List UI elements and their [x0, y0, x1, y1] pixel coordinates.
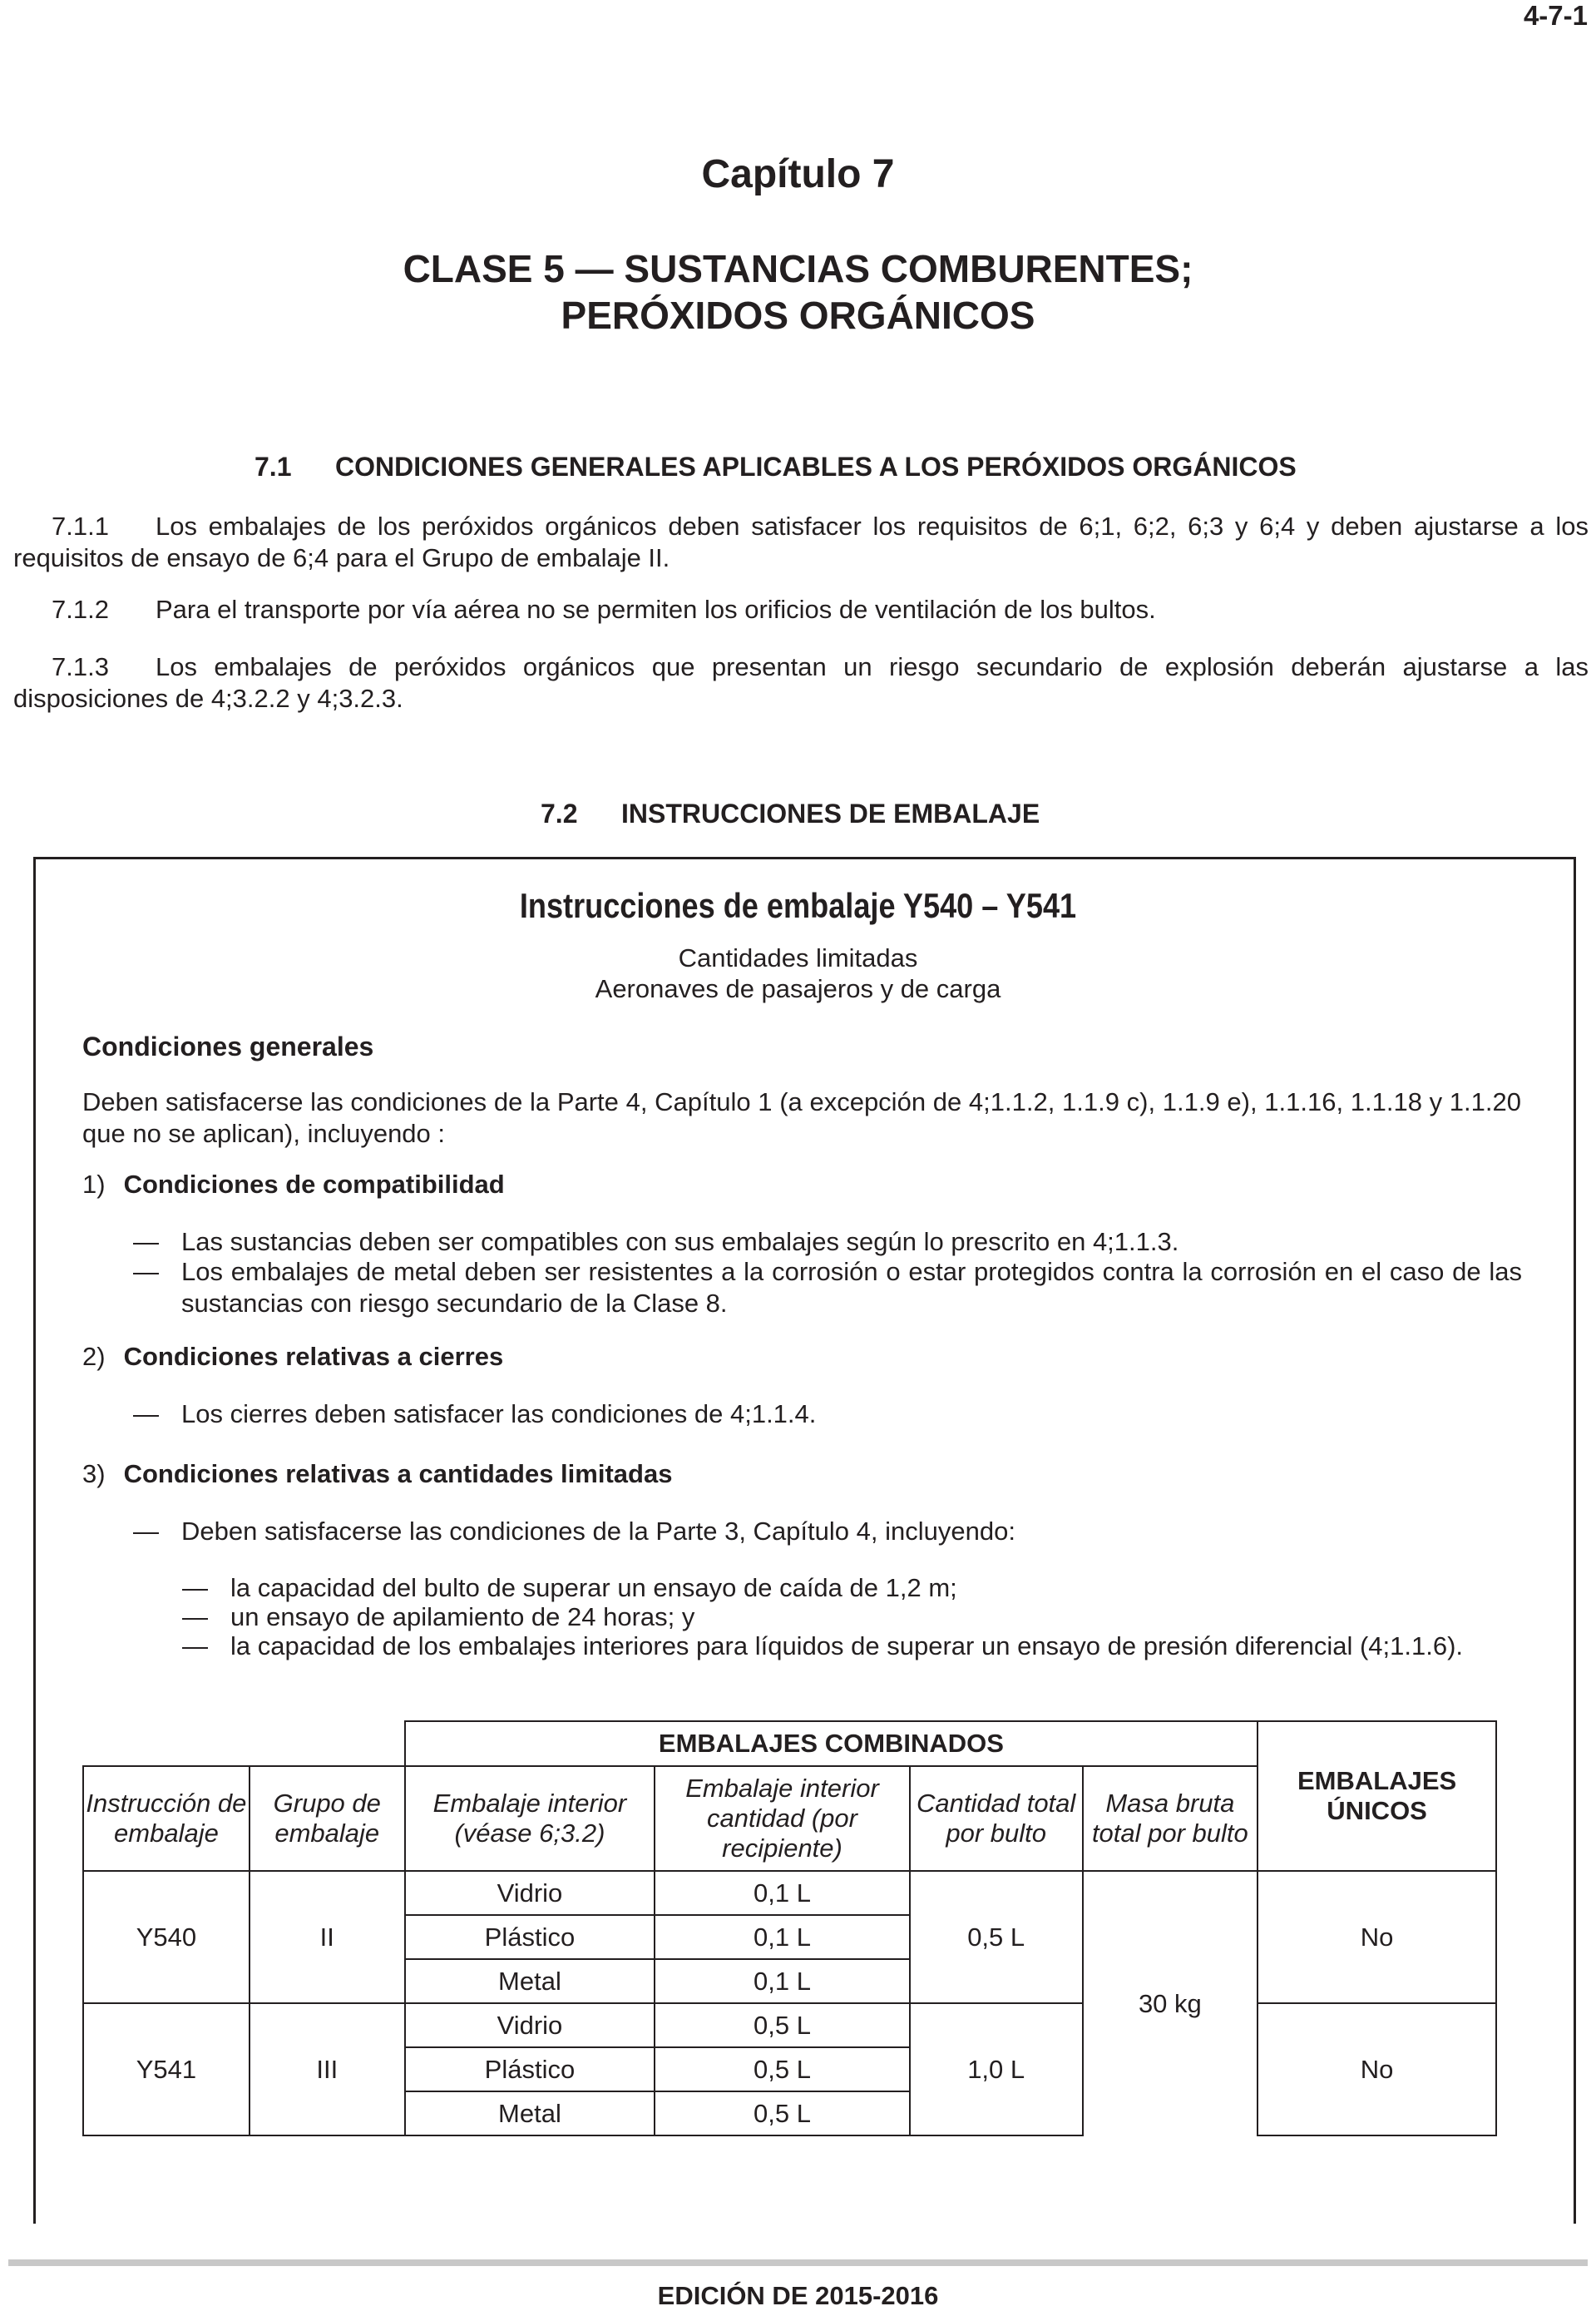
inner-material-cell: Plástico — [405, 2047, 655, 2091]
gross-mass-cell: 30 kg — [1083, 1871, 1258, 2135]
sub-bullet-item — [182, 1572, 1522, 1604]
single-packagings-cell: No — [1258, 1871, 1496, 2003]
header-inner-quantity: Embalaje interior cantidad (por recipiente) — [655, 1766, 910, 1871]
bullet-item — [133, 1256, 1522, 1319]
inner-qty-cell: 0,5 L — [655, 2091, 910, 2135]
page-number: 4-7-1 — [1523, 0, 1588, 31]
dash-marker: — — [133, 1257, 159, 1286]
section-number: 7.2 — [541, 799, 578, 829]
combined-packagings-header: EMBALAJES COMBINADOS — [405, 1721, 1258, 1766]
bullet-item — [133, 1226, 1522, 1258]
item-number: 3) — [82, 1459, 106, 1488]
table-row — [83, 2003, 1496, 2047]
header-gross-mass: Masa bruta total por bulto — [1083, 1766, 1258, 1871]
paragraph-7-1-2 — [13, 594, 1589, 626]
single-packagings-header: EMBALAJES ÚNICOS — [1258, 1721, 1496, 1871]
item-title: Condiciones relativas a cierres — [123, 1342, 504, 1371]
sub-bullet-text: la capacidad de los embalajes interiores para líquidos de superar un ensayo de presión diferencial (4;1.1.6). — [230, 1631, 1464, 1660]
single-packagings-cell: No — [1258, 2003, 1496, 2135]
header-group: Grupo de embalaje — [250, 1766, 405, 1871]
group-cell: III — [250, 2003, 405, 2135]
item-title: Condiciones relativas a cantidades limitadas — [123, 1459, 673, 1488]
general-conditions-text: Deben satisfacerse las condiciones de la Parte 4, Capítulo 1 (a excepción de 4;1.1.2, 1.1.9 c), 1.1.9 e), 1.1.16, 1.1.18 y 1.1.20 que no se aplican), incluyendo : — [82, 1087, 1521, 1148]
instruction-box-subtitle-2: Aeronaves de pasajeros y de carga — [595, 974, 1001, 1003]
edition-footer: EDICIÓN DE 2015-2016 — [657, 2281, 939, 2310]
item-number: 1) — [82, 1170, 106, 1199]
paragraph-7-1-1 — [13, 511, 1589, 574]
class-title-line1: CLASE 5 — SUSTANCIAS COMBURENTES; — [403, 247, 1193, 290]
instruction-box-subtitle-1: Cantidades limitadas — [678, 943, 918, 972]
bullet-text: Deben satisfacerse las condiciones de la Parte 3, Capítulo 4, incluyendo: — [181, 1517, 1015, 1546]
paragraph-text: Los embalajes de peróxidos orgánicos que presentan un riesgo secundario de explosión deberán ajustarse a las disposiciones de 4;3.2.2 y 4;3.2.3. — [13, 652, 1589, 713]
bullet-item — [133, 1516, 1522, 1547]
table-row — [83, 1871, 1496, 1915]
bullet-text: Los cierres deben satisfacer las condiciones de 4;1.1.4. — [181, 1399, 817, 1428]
inner-material-cell: Vidrio — [405, 1871, 655, 1915]
footer-divider — [8, 2259, 1588, 2266]
section-number: 7.1 — [254, 452, 292, 482]
inner-qty-cell: 0,1 L — [655, 1871, 910, 1915]
item-number: 2) — [82, 1342, 106, 1371]
header-total-quantity: Cantidad total por bulto — [910, 1766, 1083, 1871]
bullet-item — [133, 1398, 1522, 1430]
header-instruction: Instrucción de embalaje — [83, 1766, 250, 1871]
instruction-cell: Y540 — [83, 1871, 250, 2003]
header-inner-packaging: Embalaje interior (véase 6;3.2) — [405, 1766, 655, 1871]
condition-item-2 — [82, 1342, 503, 1372]
section-7-2-heading — [541, 799, 1040, 829]
sub-bullet-text: la capacidad del bulto de superar un ensayo de caída de 1,2 m; — [230, 1573, 957, 1602]
inner-qty-cell: 0,1 L — [655, 1959, 910, 2003]
total-qty-cell: 0,5 L — [910, 1871, 1083, 2003]
bullet-text: Los embalajes de metal deben ser resistentes a la corrosión o estar protegidos contra la corrosión en el caso de las sustancias con riesgo secundario de la Clase 8. — [181, 1257, 1522, 1318]
inner-qty-cell: 0,5 L — [655, 2003, 910, 2047]
dash-marker: — — [133, 1399, 159, 1428]
chapter-title: Capítulo 7 — [701, 152, 895, 196]
item-title: Condiciones de compatibilidad — [123, 1170, 505, 1199]
paragraph-7-1-3 — [13, 651, 1589, 715]
bullet-text: Las sustancias deben ser compatibles con sus embalajes según lo prescrito en 4;1.1.3. — [181, 1227, 1179, 1256]
class-title — [0, 245, 1596, 339]
inner-material-cell: Plástico — [405, 1915, 655, 1959]
dash-marker: — — [182, 1573, 208, 1602]
instruction-box-title: Instrucciones de embalaje Y540 – Y541 — [519, 886, 1077, 925]
inner-material-cell: Metal — [405, 2091, 655, 2135]
dash-marker: — — [133, 1227, 159, 1256]
instruction-cell: Y541 — [83, 2003, 250, 2135]
inner-material-cell: Metal — [405, 1959, 655, 2003]
section-7-1-heading — [254, 452, 1297, 482]
paragraph-text: Para el transporte por vía aérea no se permiten los orificios de ventilación de los bultos. — [156, 595, 1156, 624]
sub-bullet-item — [182, 1601, 1522, 1633]
dash-marker: — — [182, 1602, 208, 1631]
sub-bullet-text: un ensayo de apilamiento de 24 horas; y — [230, 1602, 695, 1631]
class-title-line2: PERÓXIDOS ORGÁNICOS — [561, 294, 1035, 337]
condition-item-3 — [82, 1459, 672, 1489]
sub-bullet-item — [182, 1631, 1522, 1662]
dash-marker: — — [182, 1631, 208, 1660]
inner-qty-cell: 0,1 L — [655, 1915, 910, 1959]
inner-material-cell: Vidrio — [405, 2003, 655, 2047]
inner-qty-cell: 0,5 L — [655, 2047, 910, 2091]
section-title: INSTRUCCIONES DE EMBALAJE — [621, 799, 1040, 829]
general-conditions-heading: Condiciones generales — [82, 1032, 374, 1061]
packing-table — [82, 1720, 1497, 2136]
section-title: CONDICIONES GENERALES APLICABLES A LOS PERÓXIDOS ORGÁNICOS — [335, 452, 1297, 482]
paragraph-number: 7.1.3 — [52, 652, 109, 681]
dash-marker: — — [133, 1517, 159, 1546]
paragraph-number: 7.1.2 — [52, 595, 109, 624]
condition-item-1 — [82, 1170, 505, 1200]
total-qty-cell: 1,0 L — [910, 2003, 1083, 2135]
group-cell: II — [250, 1871, 405, 2003]
paragraph-number: 7.1.1 — [52, 512, 109, 541]
paragraph-text: Los embalajes de los peróxidos orgánicos deben satisfacer los requisitos de 6;1, 6;2, 6;3 y 6;4 y deben ajustarse a los requisitos de ensayo de 6;4 para el Grupo de embalaje II. — [13, 512, 1589, 572]
